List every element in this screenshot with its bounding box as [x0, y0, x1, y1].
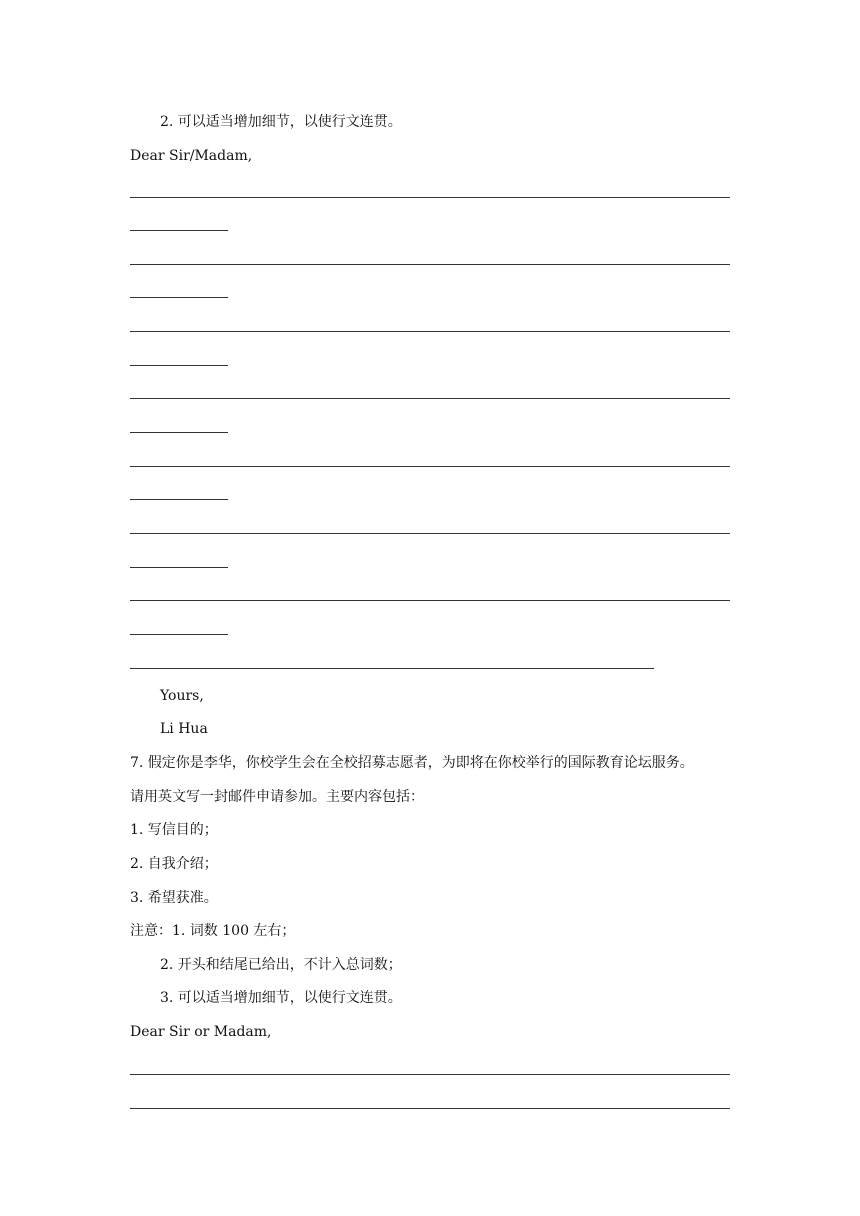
answer-line[interactable] — [130, 331, 730, 332]
section-7-note-2: 2. 开头和结尾已给出，不计入总词数； — [160, 957, 402, 973]
section-7-prompt-line-2: 请用英文写一封邮件申请参加。主要内容包括： — [130, 789, 424, 805]
answer-line[interactable] — [130, 567, 228, 568]
answer-line[interactable] — [130, 634, 228, 635]
answer-line[interactable] — [130, 466, 730, 467]
answer-line[interactable] — [130, 1108, 730, 1109]
answer-line[interactable] — [130, 197, 730, 198]
answer-line[interactable] — [130, 230, 228, 231]
answer-line[interactable] — [130, 499, 228, 500]
answer-line[interactable] — [130, 1074, 730, 1075]
section-7-point-1: 1. 写信目的； — [130, 822, 218, 838]
answer-line[interactable] — [130, 398, 730, 399]
section-6-salutation: Dear Sir/Madam, — [130, 148, 253, 164]
section-6-note-2: 2. 可以适当增加细节，以使行文连贯。 — [160, 114, 402, 130]
section-7-salutation: Dear Sir or Madam, — [130, 1024, 272, 1040]
section-7-point-3: 3. 希望获准。 — [130, 890, 218, 906]
answer-line[interactable] — [130, 600, 730, 601]
section-7-note-1: 注意：1. 词数 100 左右； — [130, 923, 296, 939]
answer-line[interactable] — [130, 432, 228, 433]
answer-line[interactable] — [130, 533, 730, 534]
section-7-note-3: 3. 可以适当增加细节，以使行文连贯。 — [160, 990, 402, 1006]
section-7-prompt-line-1: 7. 假定你是李华，你校学生会在全校招募志愿者，为即将在你校举行的国际教育论坛服务。 — [130, 755, 694, 771]
answer-line[interactable] — [130, 264, 730, 265]
section-6-closing: Yours, — [160, 688, 204, 704]
section-6-signature: Li Hua — [160, 721, 208, 737]
answer-line[interactable] — [130, 297, 228, 298]
section-7-point-2: 2. 自我介绍； — [130, 856, 218, 872]
answer-line[interactable] — [130, 668, 654, 669]
answer-line[interactable] — [130, 365, 228, 366]
